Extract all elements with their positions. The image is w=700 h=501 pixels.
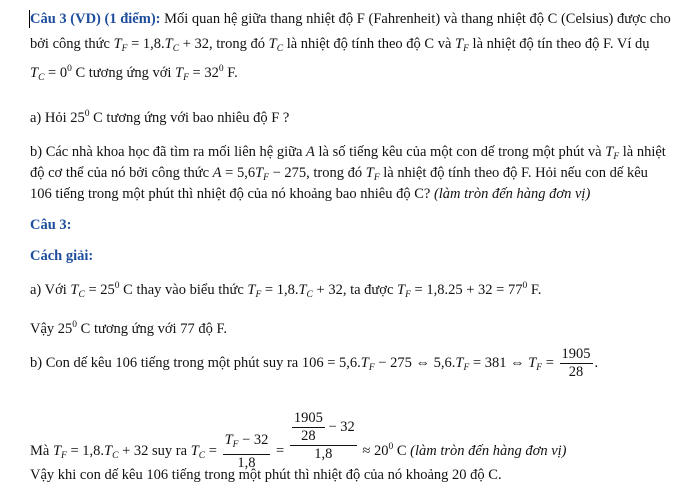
- final-conclusion: Vậy khi con dế kêu 106 tiếng trong một phút thì nhiệt độ của nó khoảng 20 độ C.: [30, 467, 502, 483]
- question-part-b-line-1: b) Các nhà khoa học đã tìm ra mối liên hệ giữa A là số tiếng kêu của một con dế trong một phút và $T_F$ là nhiệt: [30, 144, 666, 162]
- solution-b: b) Con dế kêu 106 tiếng trong một phút suy ra $106 = 5,6.T_F - 275$ ⇔ $5,6.T_F = 381$ ⇔ $T_F$ = $\frac{1905}{28}$ .: [30, 346, 599, 380]
- question-line-1: Câu 3 (VD) (1 điểm): Mối quan hệ giữa thang nhiệt độ F (Fahrenheit) và thang nhiệt độ C (Celsius) được cho: [30, 11, 671, 27]
- solution-b-formula: Mà $T_F = 1,8.T_C + 32$ suy ra $T_C$ = $\frac{T_F - 32}{1,8}$ = $\frac{1905}{28}$ − 32 1,8 ≈ $20^0$ C (làm tròn đến hàng đơn vị): [30, 410, 567, 471]
- question-line-3: $T_C = 0^0$ C tương ứng với $T_F = 32^0$ F.: [30, 64, 238, 83]
- question-part-b-line-2: độ cơ thể của nó bởi công thức $A = 5,6T_F - 275$, trong đó $T_F$ là nhiệt độ tính theo độ F. Hỏi nếu con dế kêu: [30, 165, 648, 183]
- fraction-nested: $\frac{1905}{28}$ − 32 1,8: [290, 410, 357, 463]
- fraction-tf-minus-32: $\frac{T_F - 32}{1,8}$: [224, 431, 269, 471]
- question-line-2: bởi công thức $T_F = 1,8.T_C + 32$, trong đó $T_C$ là nhiệt độ tính theo độ C và $T_F$ là nhiệt độ tín theo độ F. Ví dụ: [30, 36, 650, 54]
- fraction-1905-28: $\frac{1905}{28}$: [561, 346, 591, 380]
- solution-a: a) Với $T_C = 25^0$ C thay vào biểu thức $T_F = 1,8.T_C + 32$, ta được $T_F = 1,8.25 + 32 = 77^0$ F.: [30, 281, 542, 300]
- answer-method-title: Cách giải:: [30, 248, 94, 264]
- question-part-b-line-3: 106 tiếng trong một phút thì nhiệt độ của nó khoảng bao nhiêu độ C? (làm tròn đến hàng đơn vị): [30, 186, 591, 202]
- question-part-a: a) Hỏi $25^0$ C tương ứng với bao nhiêu độ F ?: [30, 109, 290, 126]
- answer-title: Câu 3:: [30, 217, 72, 233]
- solution-a-conclusion: Vậy $25^0$ C tương ứng với 77 độ F.: [30, 320, 227, 337]
- question-heading: Câu 3 (VD) (1 điểm):: [30, 11, 161, 27]
